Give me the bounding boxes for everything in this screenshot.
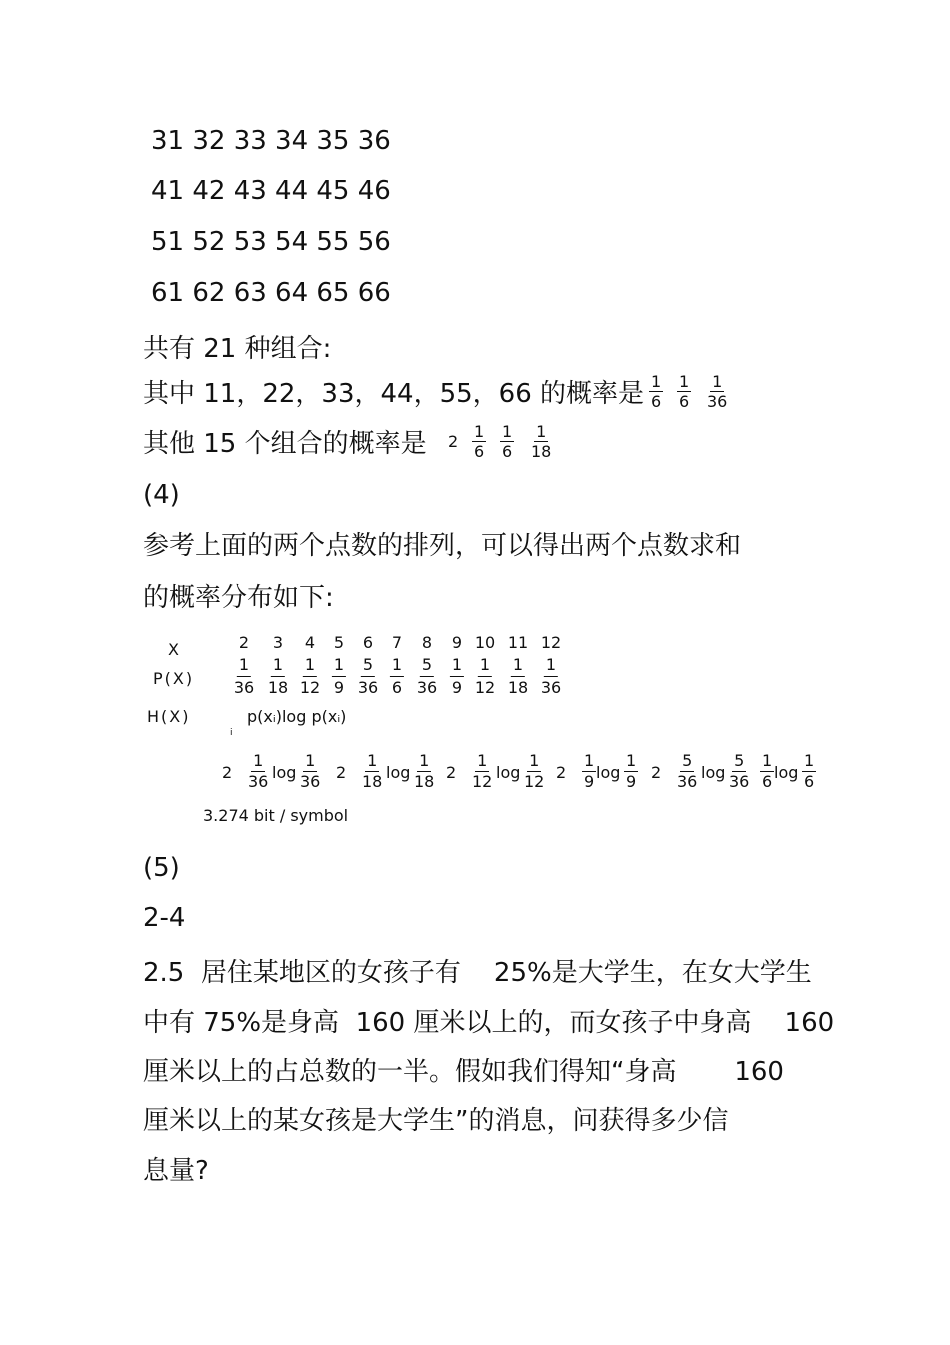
entropy-result: 3.274 bit / symbol [203,806,349,825]
probability-fraction: $\frac{5}{36}$ [357,655,379,697]
part-5-label: (5) [143,853,180,883]
x-label: X [168,640,179,659]
term-coefficient: 2 [651,763,662,782]
pair-row-3: 31 32 33 34 35 36 [151,126,391,156]
term-fraction: $\frac{1}{6}$ [762,751,773,791]
entropy-formula: p(xᵢ)log p(xᵢ) [247,707,347,726]
entropy-label: H(X) [147,707,191,726]
pair-row-5: 51 52 53 54 55 56 [151,227,391,257]
x-value: 8 [421,633,433,652]
equal-pairs-text: 其中 11，22，33，44，55，66 的概率是 [143,379,645,409]
term-fraction: $\frac{1}{12}$ [472,751,493,791]
term-coefficient: 2 [556,763,567,782]
x-value: 2 [238,633,250,652]
combo-count-line: 共有 21 种组合: [143,334,332,364]
pair-row-6: 61 62 63 64 65 66 [151,278,391,308]
probability-fraction: $\frac{1}{18}$ [267,655,289,697]
fraction: $\frac{1}{18}$ [531,422,552,461]
problem-line-1: 2.5 居住某地区的女孩子有 25%是大学生，在女大学生 [143,958,812,988]
term-fraction: $\frac{5}{36}$ [677,751,698,791]
x-value: 9 [451,633,463,652]
term-coefficient: 2 [446,763,457,782]
x-value: 3 [272,633,284,652]
log-operator: log [596,763,621,782]
term-fraction: $\frac{1}{18}$ [414,751,435,791]
term-coefficient: 2 [222,763,233,782]
part-4-description-cont: 的概率分布如下: [143,583,334,613]
coefficient: 2 [448,432,459,451]
px-label: P(X) [153,669,195,688]
problem-line-3: 厘米以上的占总数的一半。假如我们得知“身高 160 [143,1057,784,1087]
log-operator: log [496,763,521,782]
problem-line-4: 厘米以上的某女孩是大学生”的消息，问获得多少信 [143,1106,729,1136]
probability-fraction: $\frac{1}{12}$ [299,655,321,697]
term-fraction: $\frac{1}{36}$ [300,751,321,791]
probability-fraction: $\frac{1}{9}$ [451,655,463,697]
probability-fraction: $\frac{1}{36}$ [540,655,562,697]
probability-fraction: $\frac{5}{36}$ [416,655,438,697]
term-fraction: $\frac{1}{9}$ [584,751,595,791]
probability-fraction: $\frac{1}{12}$ [474,655,496,697]
part-4-description: 参考上面的两个点数的排列，可以得出两个点数求和 [143,531,742,561]
probability-fraction: $\frac{1}{18}$ [507,655,529,697]
part-4-label: (4) [143,480,180,510]
probability-fraction: $\frac{1}{9}$ [333,655,345,697]
term-fraction: $\frac{5}{36}$ [729,751,750,791]
x-value: 4 [304,633,316,652]
log-operator: log [774,763,799,782]
fraction: $\frac{1}{6}$ [679,372,690,411]
pair-row-4: 41 42 43 44 45 46 [151,176,391,206]
section-label: 2-4 [143,903,186,933]
term-fraction: $\frac{1}{12}$ [524,751,545,791]
term-fraction: $\frac{1}{6}$ [804,751,815,791]
sum-index: i [230,728,233,738]
x-value: 12 [540,633,562,652]
other-pairs-text: 其他 15 个组合的概率是 [143,429,427,459]
x-value: 10 [474,633,496,652]
fraction: $\frac{1}{6}$ [474,422,485,461]
term-fraction: $\frac{1}{9}$ [626,751,637,791]
probability-fraction: $\frac{1}{36}$ [233,655,255,697]
log-operator: log [272,763,297,782]
x-value: 11 [507,633,529,652]
log-operator: log [386,763,411,782]
x-value: 7 [391,633,403,652]
problem-line-2: 中有 75%是身高 160 厘米以上的，而女孩子中身高 160 [143,1008,835,1038]
term-fraction: $\frac{1}{36}$ [248,751,269,791]
term-fraction: $\frac{1}{18}$ [362,751,383,791]
log-operator: log [701,763,726,782]
fraction: $\frac{1}{6}$ [502,422,513,461]
probability-fraction: $\frac{1}{6}$ [391,655,403,697]
problem-line-5: 息量? [143,1156,209,1186]
fraction: $\frac{1}{6}$ [651,372,662,411]
x-value: 6 [362,633,374,652]
x-value: 5 [333,633,345,652]
fraction: $\frac{1}{36}$ [707,372,728,411]
term-coefficient: 2 [336,763,347,782]
